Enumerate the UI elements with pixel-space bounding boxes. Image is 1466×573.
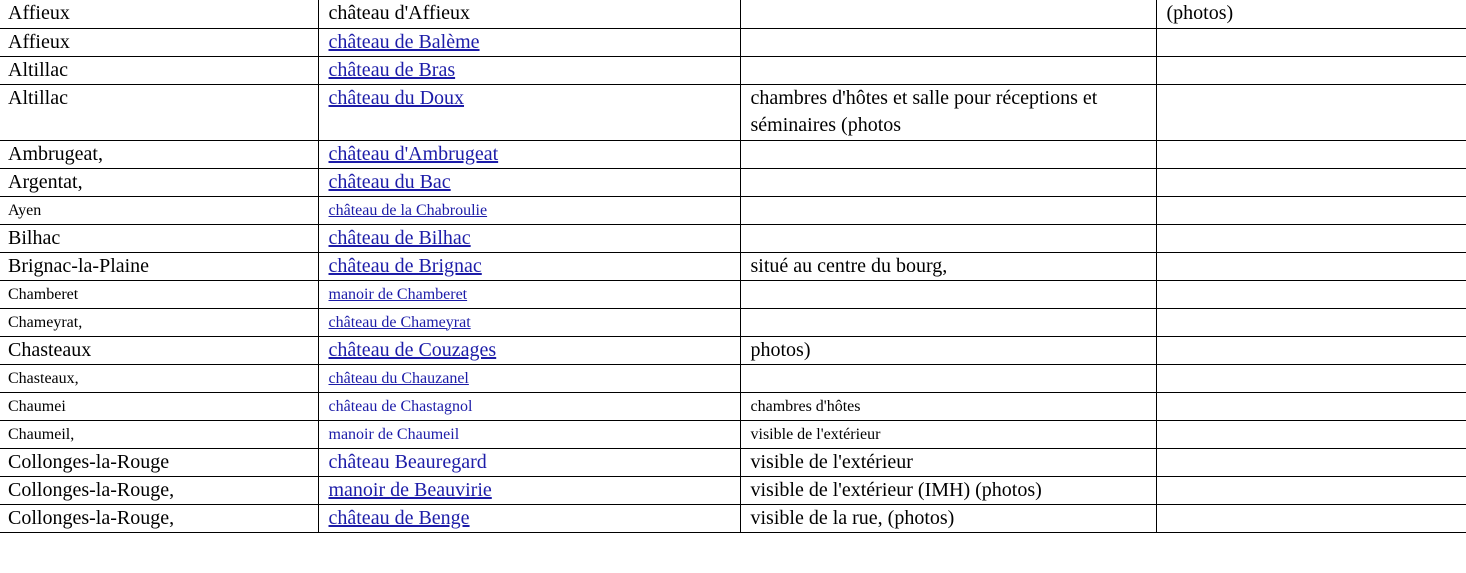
extra-cell: [1156, 224, 1466, 252]
note-cell: photos): [740, 336, 1156, 364]
table-row: [0, 392, 1466, 420]
chateau-link[interactable]: château de Bilhac: [328, 226, 471, 249]
chateau-link[interactable]: château de Bras: [328, 58, 456, 81]
note-cell: [740, 196, 1156, 224]
chateau-link[interactable]: manoir de Beauvirie: [328, 478, 492, 501]
extra-cell: (photos): [1156, 0, 1466, 28]
commune-cell: Chameyrat,: [0, 308, 318, 336]
chateau-cell: [318, 252, 740, 280]
commune-cell: Chasteaux: [0, 336, 318, 364]
note-cell: [740, 364, 1156, 392]
commune-cell: Affieux: [0, 28, 318, 56]
commune-cell: Collonges-la-Rouge,: [0, 504, 318, 532]
chateau-cell: [318, 420, 740, 448]
table-row: [0, 336, 1466, 364]
extra-cell: [1156, 364, 1466, 392]
note-cell: chambres d'hôtes: [740, 392, 1156, 420]
chateau-cell: [318, 280, 740, 308]
commune-cell: Ayen: [0, 196, 318, 224]
commune-cell: Chasteaux,: [0, 364, 318, 392]
commune-cell: Altillac: [0, 56, 318, 84]
table-row: [0, 252, 1466, 280]
chateau-cell: [318, 168, 740, 196]
note-cell: [740, 308, 1156, 336]
table-row: [0, 56, 1466, 84]
note-cell: [740, 168, 1156, 196]
note-cell: visible de l'extérieur: [740, 448, 1156, 476]
chateau-cell: château d'Affieux: [318, 0, 740, 28]
commune-cell: Collonges-la-Rouge: [0, 448, 318, 476]
commune-cell: Collonges-la-Rouge,: [0, 476, 318, 504]
chateau-cell: [318, 224, 740, 252]
note-cell: visible de l'extérieur: [740, 420, 1156, 448]
chateau-cell: [318, 84, 740, 140]
chateau-cell: [318, 364, 740, 392]
extra-cell: [1156, 420, 1466, 448]
table-row: [0, 84, 1466, 140]
extra-cell: [1156, 280, 1466, 308]
commune-cell: Altillac: [0, 84, 318, 140]
table-row: [0, 168, 1466, 196]
chateau-cell: [318, 336, 740, 364]
chateau-cell: [318, 504, 740, 532]
commune-cell: Affieux: [0, 0, 318, 28]
chateau-cell: [318, 140, 740, 168]
table-row: [0, 504, 1466, 532]
table-row: [0, 364, 1466, 392]
commune-cell: Brignac-la-Plaine: [0, 252, 318, 280]
extra-cell: [1156, 476, 1466, 504]
commune-cell: Argentat,: [0, 168, 318, 196]
chateau-link[interactable]: château Beauregard: [328, 450, 487, 473]
chateau-link[interactable]: château d'Ambrugeat: [328, 142, 499, 165]
commune-cell: Ambrugeat,: [0, 140, 318, 168]
chateau-link[interactable]: manoir de Chamberet: [328, 285, 468, 303]
note-cell: chambres d'hôtes et salle pour réceptions et séminaires (photos: [740, 84, 1156, 140]
note-cell: visible de l'extérieur (IMH) (photos): [740, 476, 1156, 504]
chateau-cell: [318, 56, 740, 84]
chateau-link[interactable]: château de Benge: [328, 506, 470, 529]
chateau-link[interactable]: château du Doux: [328, 86, 465, 109]
note-cell: [740, 0, 1156, 28]
table-row: [0, 224, 1466, 252]
commune-cell: Chaumeil,: [0, 420, 318, 448]
extra-cell: [1156, 168, 1466, 196]
note-cell: visible de la rue, (photos): [740, 504, 1156, 532]
chateau-link[interactable]: château de Chastagnol: [328, 397, 473, 415]
commune-cell: Bilhac: [0, 224, 318, 252]
note-cell: [740, 28, 1156, 56]
commune-cell: Chaumei: [0, 392, 318, 420]
table-row: [0, 196, 1466, 224]
note-cell: [740, 140, 1156, 168]
chateau-cell: [318, 308, 740, 336]
extra-cell: [1156, 504, 1466, 532]
extra-cell: [1156, 56, 1466, 84]
chateau-link[interactable]: château de Balème: [328, 30, 480, 53]
extra-cell: [1156, 28, 1466, 56]
chateau-link[interactable]: château de Couzages: [328, 338, 497, 361]
table-row: [0, 280, 1466, 308]
chateau-cell: [318, 196, 740, 224]
table-row: [0, 140, 1466, 168]
extra-cell: [1156, 84, 1466, 140]
chateau-link[interactable]: manoir de Chaumeil: [328, 425, 460, 443]
extra-cell: [1156, 308, 1466, 336]
note-cell: [740, 224, 1156, 252]
table-row: [0, 476, 1466, 504]
chateau-cell: [318, 28, 740, 56]
chateau-link[interactable]: château de la Chabroulie: [328, 201, 488, 219]
table-row: [0, 308, 1466, 336]
table-row: [0, 28, 1466, 56]
extra-cell: [1156, 140, 1466, 168]
chateau-cell: [318, 448, 740, 476]
table-row: [0, 448, 1466, 476]
extra-cell: [1156, 336, 1466, 364]
chateau-link[interactable]: château du Chauzanel: [328, 369, 469, 387]
chateau-link[interactable]: château du Bac: [328, 170, 451, 193]
chateau-cell: [318, 392, 740, 420]
extra-cell: [1156, 252, 1466, 280]
extra-cell: [1156, 448, 1466, 476]
extra-cell: [1156, 196, 1466, 224]
note-cell: [740, 280, 1156, 308]
table-row: [0, 0, 1466, 28]
chateau-cell: [318, 476, 740, 504]
note-cell: [740, 56, 1156, 84]
table-row: [0, 420, 1466, 448]
note-cell: situé au centre du bourg,: [740, 252, 1156, 280]
chateau-link[interactable]: château de Chameyrat: [328, 313, 471, 331]
chateau-link[interactable]: château de Brignac: [328, 254, 482, 277]
commune-cell: Chamberet: [0, 280, 318, 308]
extra-cell: [1156, 392, 1466, 420]
